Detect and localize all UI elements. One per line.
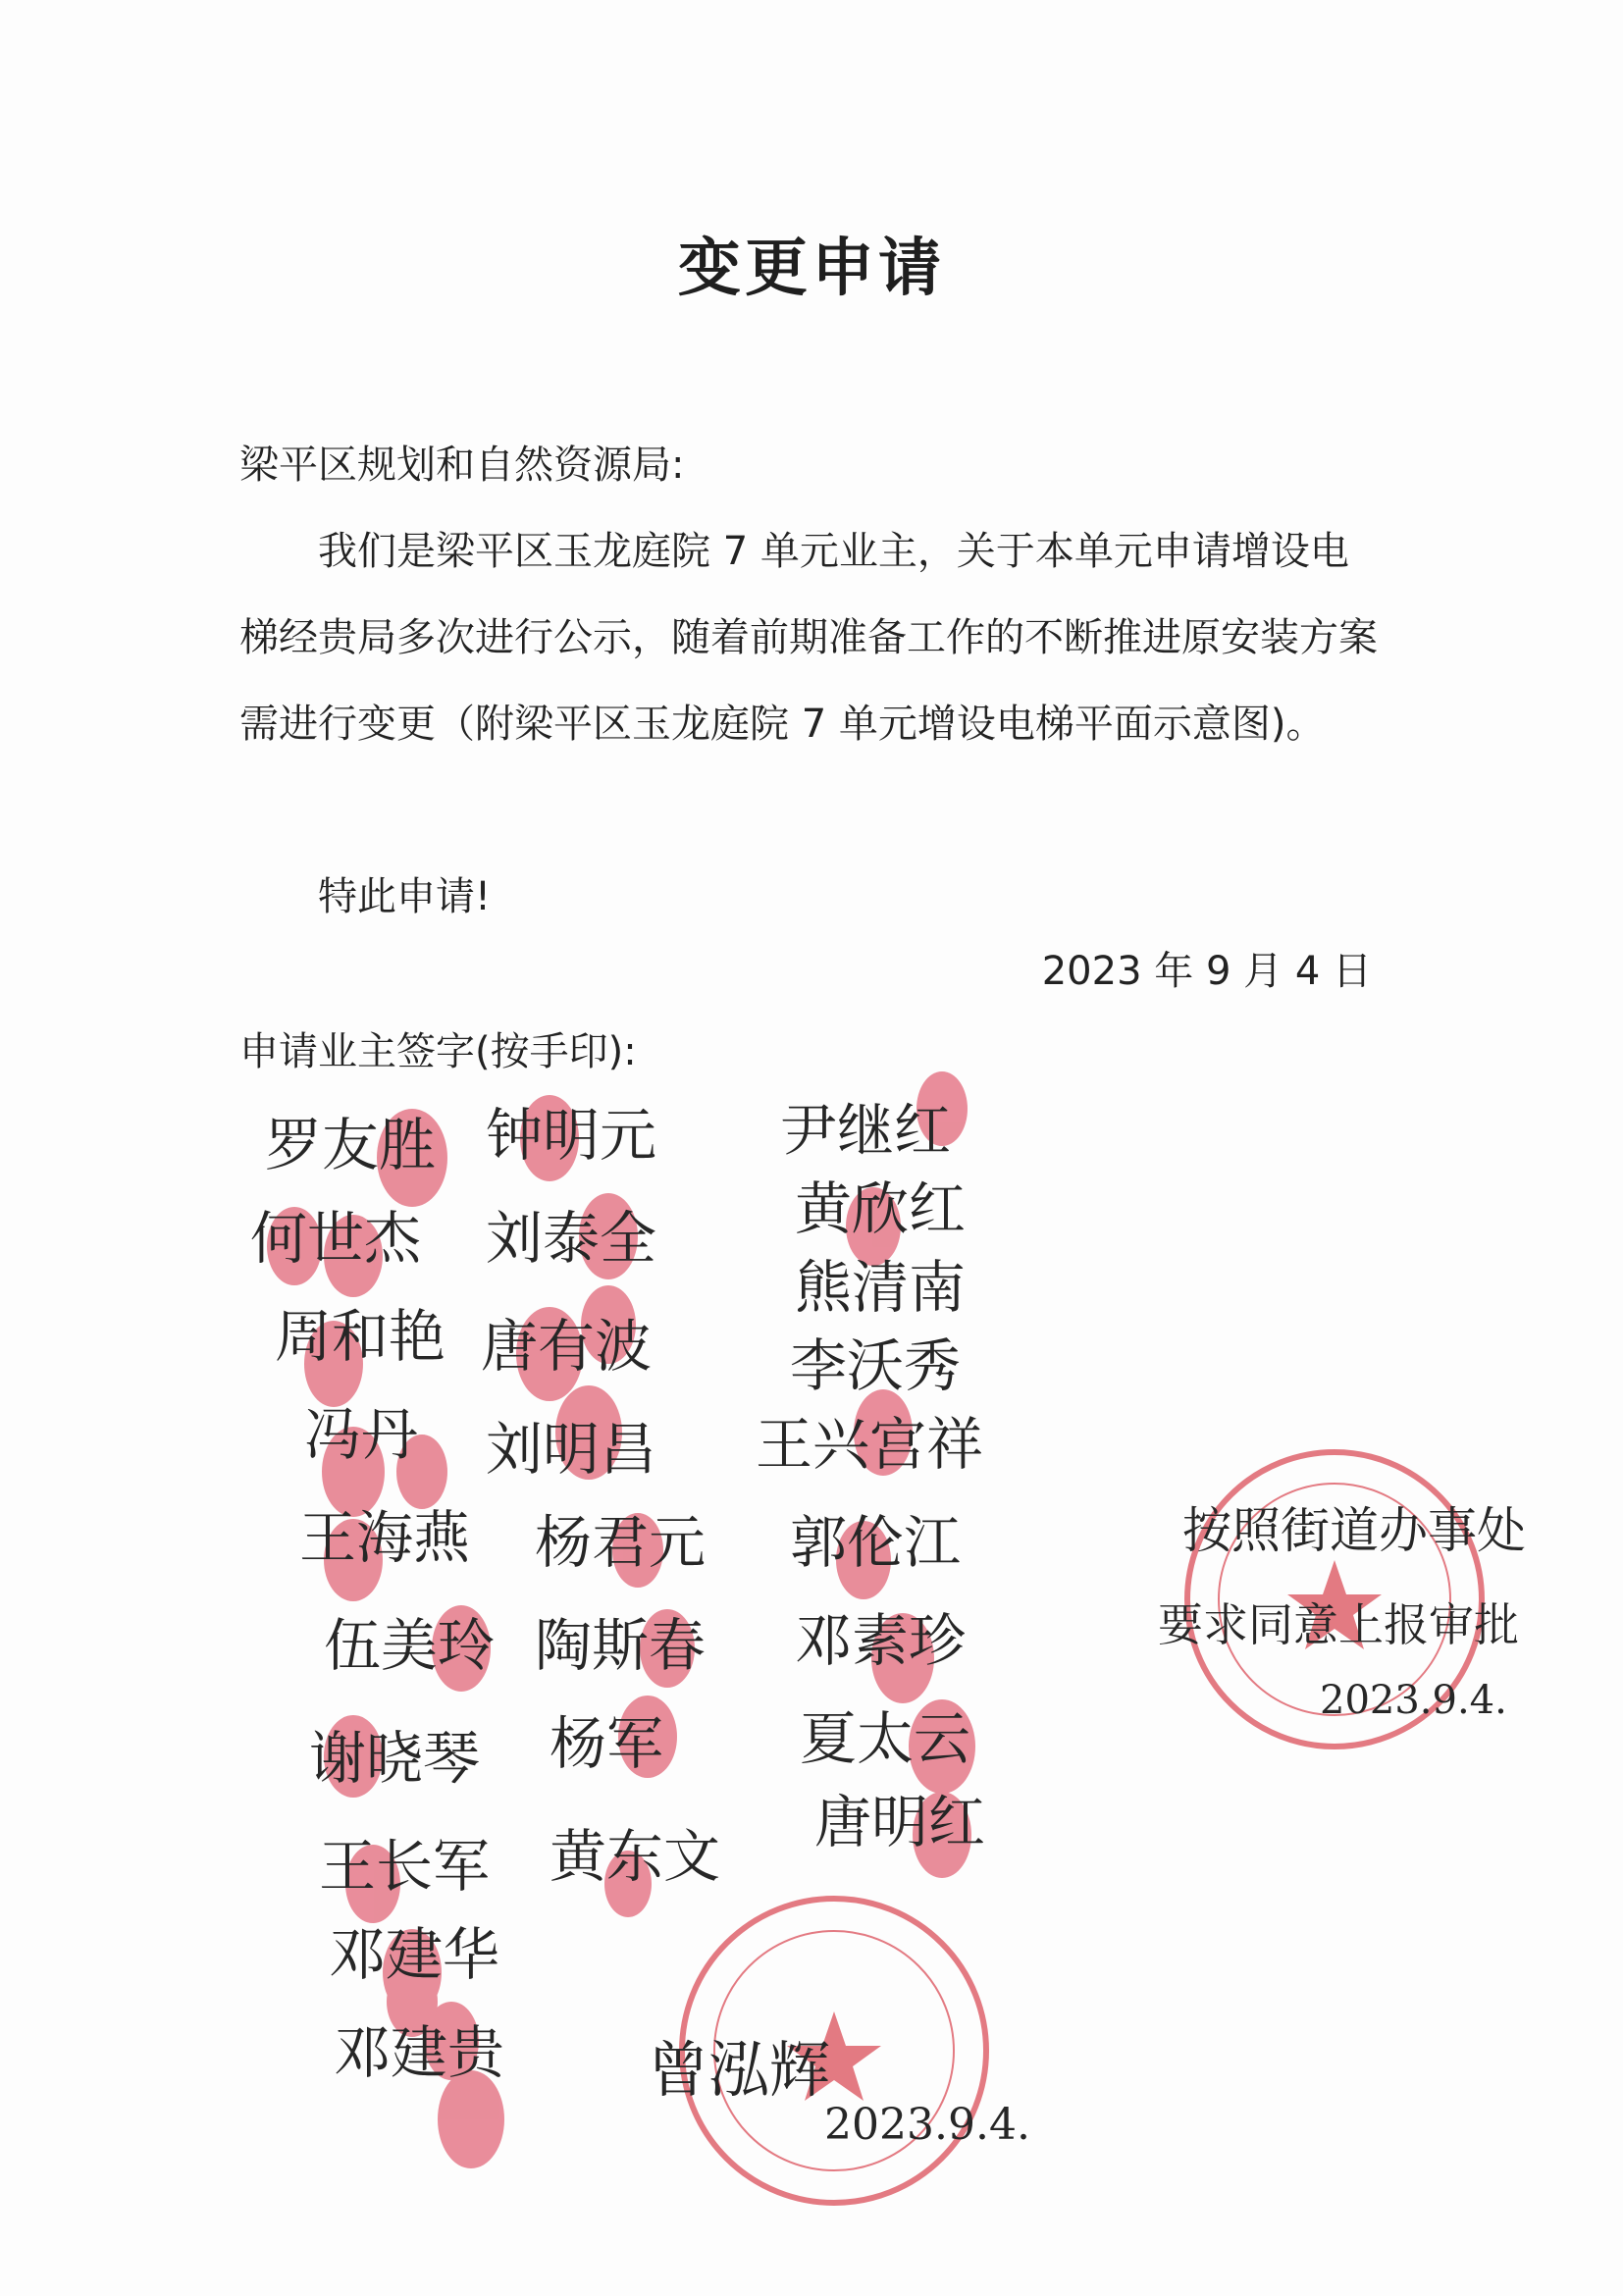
office-approval-line-1: 按照街道办事处 xyxy=(1182,1502,1526,1559)
owner-signature: 王长军 xyxy=(319,1833,491,1900)
owner-signature: 罗友胜 xyxy=(265,1112,437,1178)
owner-signature: 伍美玲 xyxy=(324,1612,496,1679)
owner-signature: 陶斯春 xyxy=(535,1612,707,1679)
owner-signature: 唐有波 xyxy=(481,1313,653,1380)
owner-signature: 周和艳 xyxy=(275,1303,446,1370)
owner-signature: 谢晓琴 xyxy=(309,1725,481,1792)
owner-signature: 夏太云 xyxy=(800,1705,971,1772)
owner-signature: 冯丹 xyxy=(304,1401,419,1468)
addressee: 梁平区规划和自然资源局: xyxy=(239,443,685,488)
body-paragraph: 我们是梁平区玉龙庭院 7 单元业主，关于本单元申请增设电梯经贵局多次进行公示，随着前期准备工作的不断推进原安装方案需进行变更（附梁平区玉龙庭院 7 单元增设电梯平面示意图)。 xyxy=(239,529,1378,747)
owner-signature: 钟明元 xyxy=(486,1102,657,1169)
owner-signature: 黄东文 xyxy=(550,1823,721,1890)
owner-signature: 邓建贵 xyxy=(334,2019,505,2086)
property-signature-date: 2023.9.4. xyxy=(824,2100,1030,2150)
owner-signature: 邓建华 xyxy=(329,1921,500,1988)
document-date: 2023 年 9 月 4 日 xyxy=(1041,949,1372,994)
closing-line: 特此申请! xyxy=(318,874,492,919)
owner-signature: 王海燕 xyxy=(299,1504,471,1571)
signature-label: 申请业主签字(按手印): xyxy=(239,1029,637,1074)
owner-signature: 熊清南 xyxy=(795,1254,967,1321)
owner-signature: 王兴宫祥 xyxy=(756,1411,984,1478)
owner-signature: 何世杰 xyxy=(250,1205,422,1272)
owner-signature: 郭伦江 xyxy=(790,1509,962,1576)
office-approval-line-2: 要求同意上报审批 xyxy=(1158,1598,1519,1651)
owner-signature: 唐明红 xyxy=(814,1789,986,1855)
owner-signature: 杨君元 xyxy=(535,1509,707,1576)
owner-signature: 杨军 xyxy=(550,1710,664,1777)
owner-signature: 邓素珍 xyxy=(795,1607,967,1674)
property-manager-signature: 曾泓辉 xyxy=(648,2034,831,2106)
document-title: 变更申请 xyxy=(678,233,945,305)
owner-signature: 黄欣红 xyxy=(795,1175,967,1242)
office-approval-date: 2023.9.4. xyxy=(1320,1678,1507,1723)
owner-signature: 尹继红 xyxy=(780,1097,952,1164)
owner-signature: 刘明昌 xyxy=(486,1416,657,1483)
owner-signature: 李沃秀 xyxy=(790,1332,962,1399)
owner-signature: 刘泰全 xyxy=(486,1205,657,1272)
